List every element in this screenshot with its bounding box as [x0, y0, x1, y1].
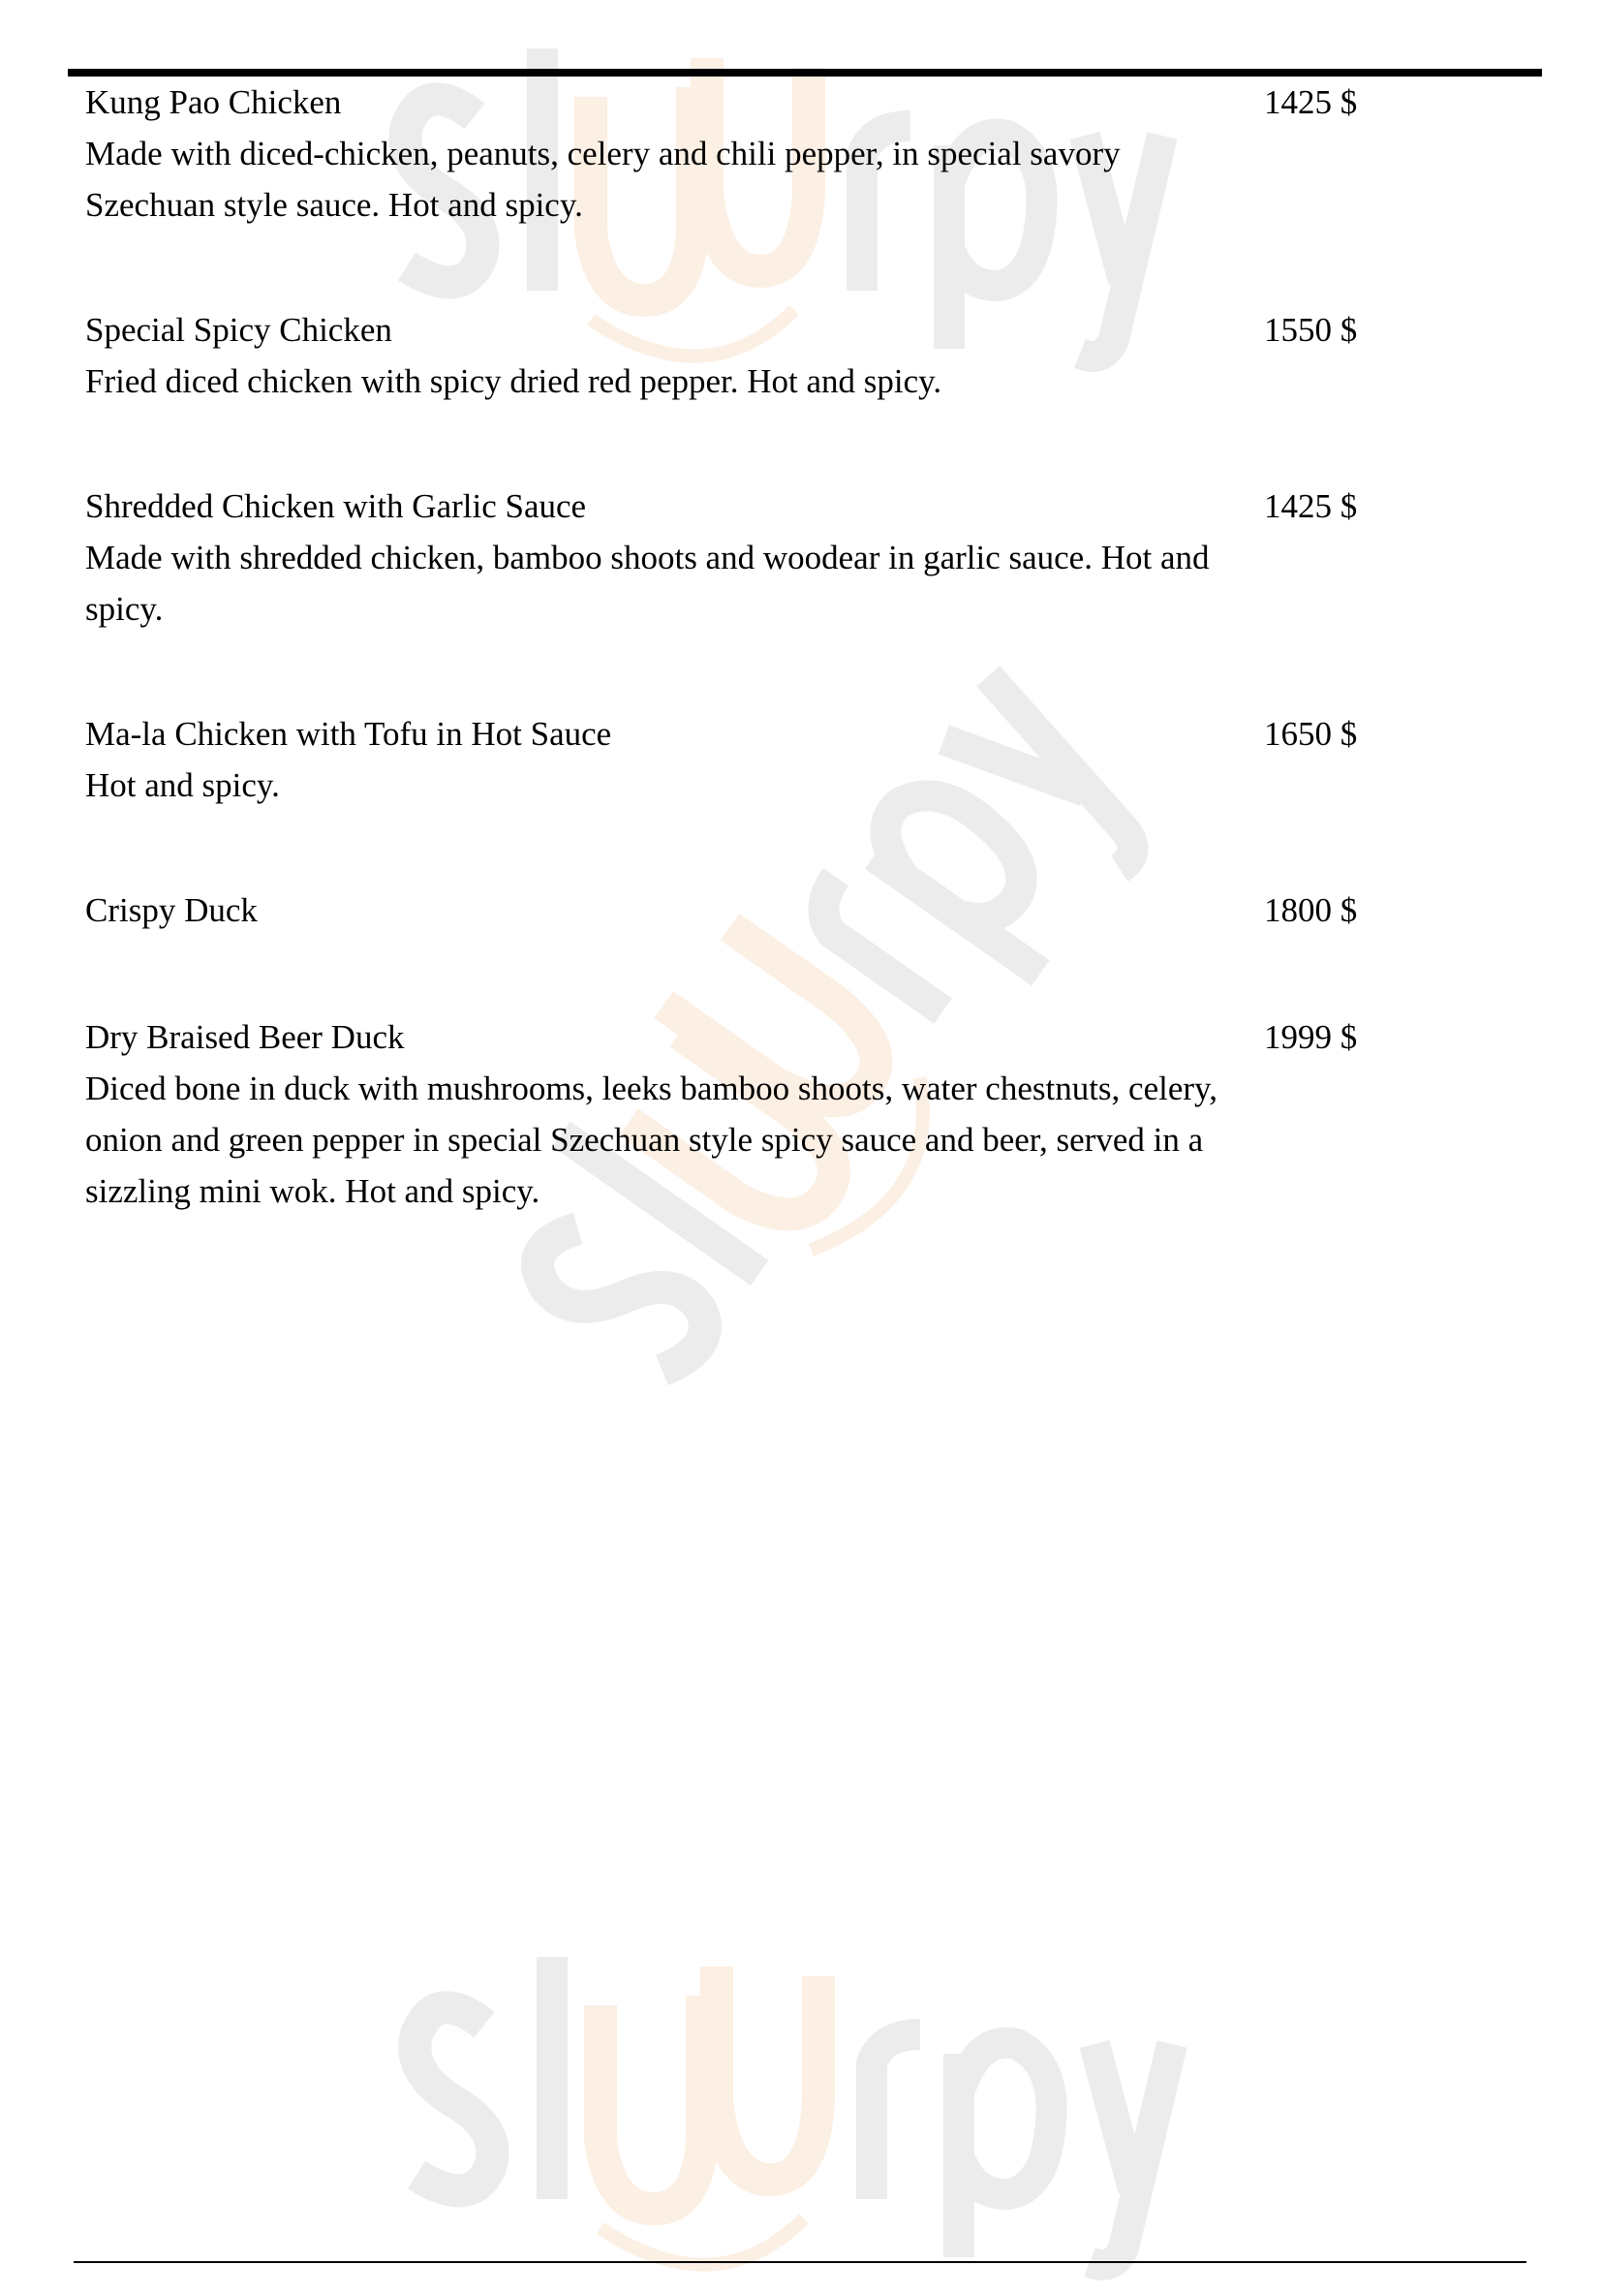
watermark-logo-bottom: [397, 1928, 1230, 2296]
item-name: Ma-la Chicken with Tofu in Hot Sauce: [85, 715, 612, 753]
item-name: Kung Pao Chicken: [85, 83, 342, 121]
bottom-divider: [74, 2261, 1526, 2263]
top-divider: [68, 69, 1542, 77]
item-price: 1800 $: [1264, 891, 1358, 929]
item-description: Made with shredded chicken, bamboo shoots and woodear in garlic sauce. Hot and spicy.: [85, 539, 1210, 628]
item-name: Special Spicy Chicken: [85, 311, 392, 349]
item-name: Shredded Chicken with Garlic Sauce: [85, 487, 587, 525]
item-description: Diced bone in duck with mushrooms, leeks bamboo shoots, water chestnuts, celery, onion and green pepper in special Szechuan style spicy sauce and beer, served in a sizzling mini wok. Hot and spicy.: [85, 1070, 1218, 1210]
item-description: Hot and spicy.: [85, 766, 280, 804]
menu-item: [85, 1011, 1228, 1217]
item-description: Fried diced chicken with spicy dried red pepper. Hot and spicy.: [85, 362, 942, 400]
item-price: 1550 $: [1264, 311, 1358, 349]
item-name: Dry Braised Beer Duck: [85, 1018, 405, 1056]
menu-item: [85, 708, 1228, 811]
menu-item: [85, 77, 1228, 231]
menu-item: [85, 884, 1228, 936]
item-price: 1650 $: [1264, 715, 1358, 753]
menu-item: [85, 481, 1228, 635]
menu-item: [85, 304, 1228, 407]
watermark-logo-middle: [448, 562, 1228, 1455]
item-description: Made with diced-chicken, peanuts, celery and chili pepper, in special savory Szechuan style sauce. Hot and spicy.: [85, 135, 1121, 224]
item-price: 1999 $: [1264, 1018, 1358, 1056]
item-price: 1425 $: [1264, 83, 1358, 121]
item-price: 1425 $: [1264, 487, 1358, 525]
item-name: Crispy Duck: [85, 891, 258, 929]
